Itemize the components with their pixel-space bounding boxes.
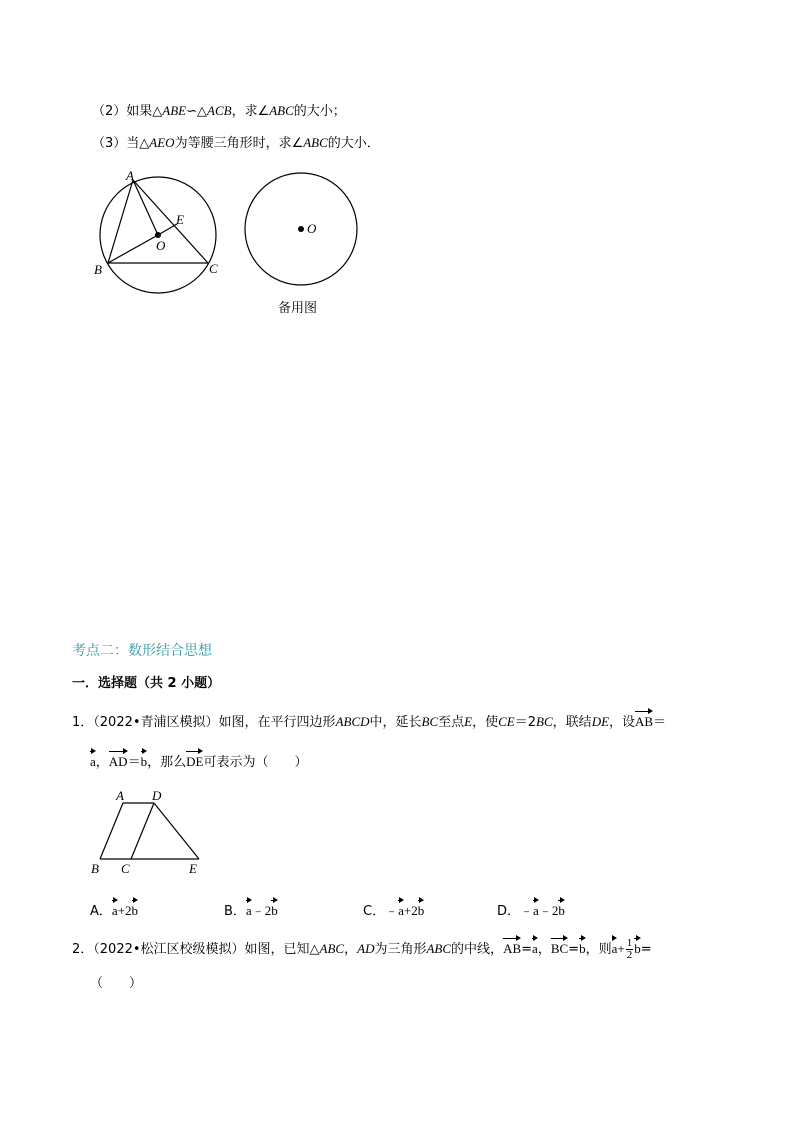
label-B: B [94, 262, 102, 277]
label-A-para: A [116, 788, 124, 803]
label-E-para: E [189, 861, 197, 876]
vector-AD: AD [109, 750, 128, 771]
option-A[interactable]: A．a+2b [90, 899, 138, 921]
question-2: （2）如果△ABE∽△ACB，求∠ABC的大小； [92, 103, 346, 119]
option-B[interactable]: B．a﹣2b [224, 899, 278, 921]
vector-BC-2: BC [551, 937, 568, 958]
spare-figure-caption: 备用图 [278, 301, 318, 316]
label-C-para: C [121, 861, 130, 876]
problem-1-line1: 1．（2022•青浦区模拟）如图，在平行四边形ABCD中，延长BC至点E，使CE＝2BC，联结DE，设AB＝ [72, 710, 666, 732]
label-B-para: B [91, 861, 99, 876]
problem-1-line2: a，AD＝b，那么DE可表示为（ ） [90, 750, 307, 772]
label-D-para: D [152, 788, 162, 803]
vector-b: b [141, 750, 148, 771]
label-C: C [209, 261, 218, 276]
section-subtitle: 一．选择题（共 2 小题） [72, 676, 221, 691]
option-C[interactable]: C．﹣a+2b [363, 899, 424, 921]
option-D[interactable]: D．﹣a﹣2b [497, 899, 565, 921]
label-O: O [156, 238, 166, 253]
fraction-one-half: $\frac{1}{2}$ [626, 937, 633, 961]
vector-DE: DE [186, 750, 203, 771]
problem-2-blank: （ ） [90, 976, 143, 991]
question-3: （3）当△AEO为等腰三角形时，求∠ABC的大小． [92, 135, 380, 151]
label-E: E [176, 212, 184, 227]
section-title: 考点二：数形结合思想 [72, 643, 212, 659]
vector-AB: AB [635, 710, 653, 731]
vector-a: a [90, 750, 96, 771]
label-A: A [126, 168, 134, 183]
problem-2-line1: 2．（2022•松江区校级模拟）如图，已知△ABC，AD为三角形ABC的中线，AB=a，BC=b，则a+ $\frac{1}{2}$ b= [72, 937, 652, 961]
label-O-spare: O [307, 221, 317, 236]
vector-AB-2: AB [503, 937, 521, 958]
